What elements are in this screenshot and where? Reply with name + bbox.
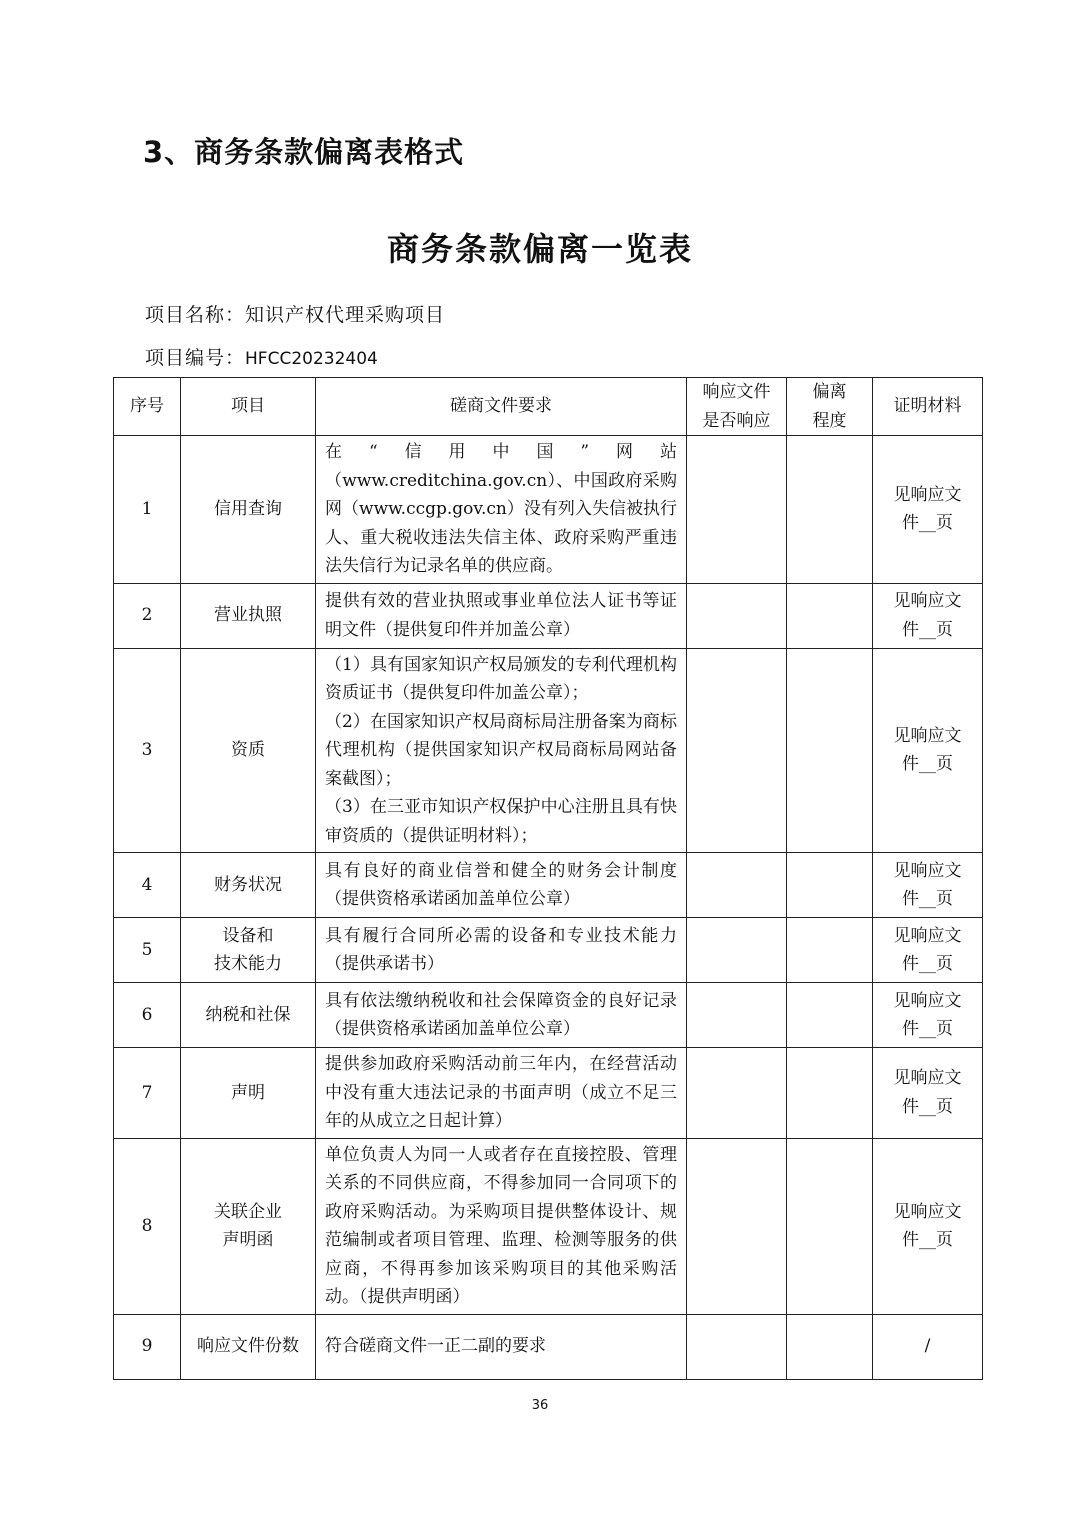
row-deviation bbox=[787, 853, 873, 918]
table-row bbox=[114, 583, 983, 648]
row-requirement: 提供参加政府采购活动前三年内，在经营活动中没有重大违法记录的书面声明（成立不足三年的从成立之日起计算） bbox=[316, 1048, 687, 1139]
row-requirement: 具有依法缴纳税收和社会保障资金的良好记录（提供资格承诺函加盖单位公章） bbox=[316, 983, 687, 1048]
header-response-line2: 是否响应 bbox=[702, 410, 771, 431]
row-item: 信用查询 bbox=[181, 436, 316, 584]
row-response bbox=[687, 648, 787, 853]
table-row bbox=[114, 1314, 983, 1379]
row-deviation bbox=[787, 1048, 873, 1139]
project-name-label: 项目名称： bbox=[145, 304, 246, 326]
row-requirement: 符合磋商文件一正二副的要求 bbox=[316, 1314, 687, 1379]
row-no: 2 bbox=[114, 583, 181, 648]
row-item: 营业执照 bbox=[181, 583, 316, 648]
row-response bbox=[687, 1138, 787, 1314]
row-item-line: 声明函 bbox=[222, 1230, 274, 1250]
project-name-line bbox=[145, 300, 445, 327]
row-requirement: 在“信用中国”网站（www.creditchina.gov.cn）、中国政府采购网（www.ccgp.gov.cn）没有列入失信被执行人、重大税收违法失信主体、政府采购严重违法失信行为记录名单的供应商。 bbox=[316, 436, 687, 584]
requirement-clause: （3）在三亚市知识产权保护中心注册且具有快审资质的（提供证明材料）； bbox=[325, 797, 677, 846]
row-item-line: 关联企业 bbox=[214, 1201, 282, 1222]
row-proof: / bbox=[873, 1314, 983, 1379]
row-proof: 见响应文件__页 bbox=[873, 853, 983, 918]
header-response-line1: 响应文件 bbox=[702, 382, 771, 402]
row-requirement: 具有良好的商业信誉和健全的财务会计制度（提供资格承诺函加盖单位公章） bbox=[316, 853, 687, 918]
row-item bbox=[181, 1138, 316, 1314]
row-no: 5 bbox=[114, 918, 181, 983]
project-code-value: HFCC20232404 bbox=[245, 349, 378, 369]
header-item: 项目 bbox=[181, 378, 316, 436]
row-requirement bbox=[316, 648, 687, 853]
row-deviation bbox=[787, 583, 873, 648]
requirement-clause: （1）具有国家知识产权局颁发的专利代理机构资质证书（提供复印件加盖公章）； bbox=[325, 654, 677, 703]
header-proof: 证明材料 bbox=[873, 378, 983, 436]
table-row bbox=[114, 1138, 983, 1314]
row-requirement: 单位负责人为同一人或者存在直接控股、管理关系的不同供应商，不得参加同一合同项下的政府采购活动。为采购项目提供整体设计、规范编制或者项目管理、监理、检测等服务的供应商，不得再参加该采购项目的其他采购活动。（提供声明函） bbox=[316, 1138, 687, 1314]
row-deviation bbox=[787, 648, 873, 853]
row-item-line: 设备和 bbox=[222, 925, 274, 946]
table-row bbox=[114, 983, 983, 1048]
page-number: 36 bbox=[531, 1398, 549, 1413]
row-item: 资质 bbox=[181, 648, 316, 853]
row-response bbox=[687, 918, 787, 983]
row-response bbox=[687, 1048, 787, 1139]
row-item: 响应文件份数 bbox=[181, 1314, 316, 1379]
row-response bbox=[687, 583, 787, 648]
header-response bbox=[687, 378, 787, 436]
row-no: 6 bbox=[114, 983, 181, 1048]
header-deviation bbox=[787, 378, 873, 436]
project-code-line bbox=[145, 343, 378, 370]
project-code-label: 项目编号： bbox=[145, 347, 246, 369]
header-deviation-line2: 程度 bbox=[812, 410, 847, 431]
row-no: 7 bbox=[114, 1048, 181, 1139]
row-deviation bbox=[787, 1314, 873, 1379]
row-item: 纳税和社保 bbox=[181, 983, 316, 1048]
row-item-line: 技术能力 bbox=[214, 954, 282, 974]
table-header-row bbox=[114, 378, 983, 436]
row-deviation bbox=[787, 983, 873, 1048]
row-deviation bbox=[787, 1138, 873, 1314]
row-proof: 见响应文件__页 bbox=[873, 1138, 983, 1314]
row-no: 8 bbox=[114, 1138, 181, 1314]
table-row bbox=[114, 648, 983, 853]
row-no: 3 bbox=[114, 648, 181, 853]
table-row bbox=[114, 918, 983, 983]
row-item: 声明 bbox=[181, 1048, 316, 1139]
requirement-clause: （2）在国家知识产权局商标局注册备案为商标代理机构（提供国家知识产权局商标局网站备案截图）； bbox=[325, 711, 677, 789]
row-deviation bbox=[787, 436, 873, 584]
table-row bbox=[114, 853, 983, 918]
row-proof: 见响应文件__页 bbox=[873, 1048, 983, 1139]
header-no: 序号 bbox=[114, 378, 181, 436]
row-response bbox=[687, 853, 787, 918]
row-proof: 见响应文件__页 bbox=[873, 648, 983, 853]
row-no: 1 bbox=[114, 436, 181, 584]
section-heading: 3、商务条款偏离表格式 bbox=[143, 135, 465, 169]
row-proof: 见响应文件__页 bbox=[873, 436, 983, 584]
row-requirement: 具有履行合同所必需的设备和专业技术能力（提供承诺书） bbox=[316, 918, 687, 983]
project-name-value: 知识产权代理采购项目 bbox=[245, 304, 446, 326]
row-response bbox=[687, 1314, 787, 1379]
row-proof: 见响应文件__页 bbox=[873, 583, 983, 648]
row-proof: 见响应文件__页 bbox=[873, 983, 983, 1048]
row-no: 9 bbox=[114, 1314, 181, 1379]
row-item: 财务状况 bbox=[181, 853, 316, 918]
row-response bbox=[687, 436, 787, 584]
row-no: 4 bbox=[114, 853, 181, 918]
table-row bbox=[114, 436, 983, 584]
row-requirement: 提供有效的营业执照或事业单位法人证书等证明文件（提供复印件并加盖公章） bbox=[316, 583, 687, 648]
document-title: 商务条款偏离一览表 bbox=[386, 230, 693, 268]
header-requirement: 磋商文件要求 bbox=[316, 378, 687, 436]
row-proof: 见响应文件__页 bbox=[873, 918, 983, 983]
header-deviation-line1: 偏离 bbox=[812, 382, 847, 402]
row-item bbox=[181, 918, 316, 983]
row-deviation bbox=[787, 918, 873, 983]
row-response bbox=[687, 983, 787, 1048]
deviation-table bbox=[113, 377, 983, 1380]
table-row bbox=[114, 1048, 983, 1139]
